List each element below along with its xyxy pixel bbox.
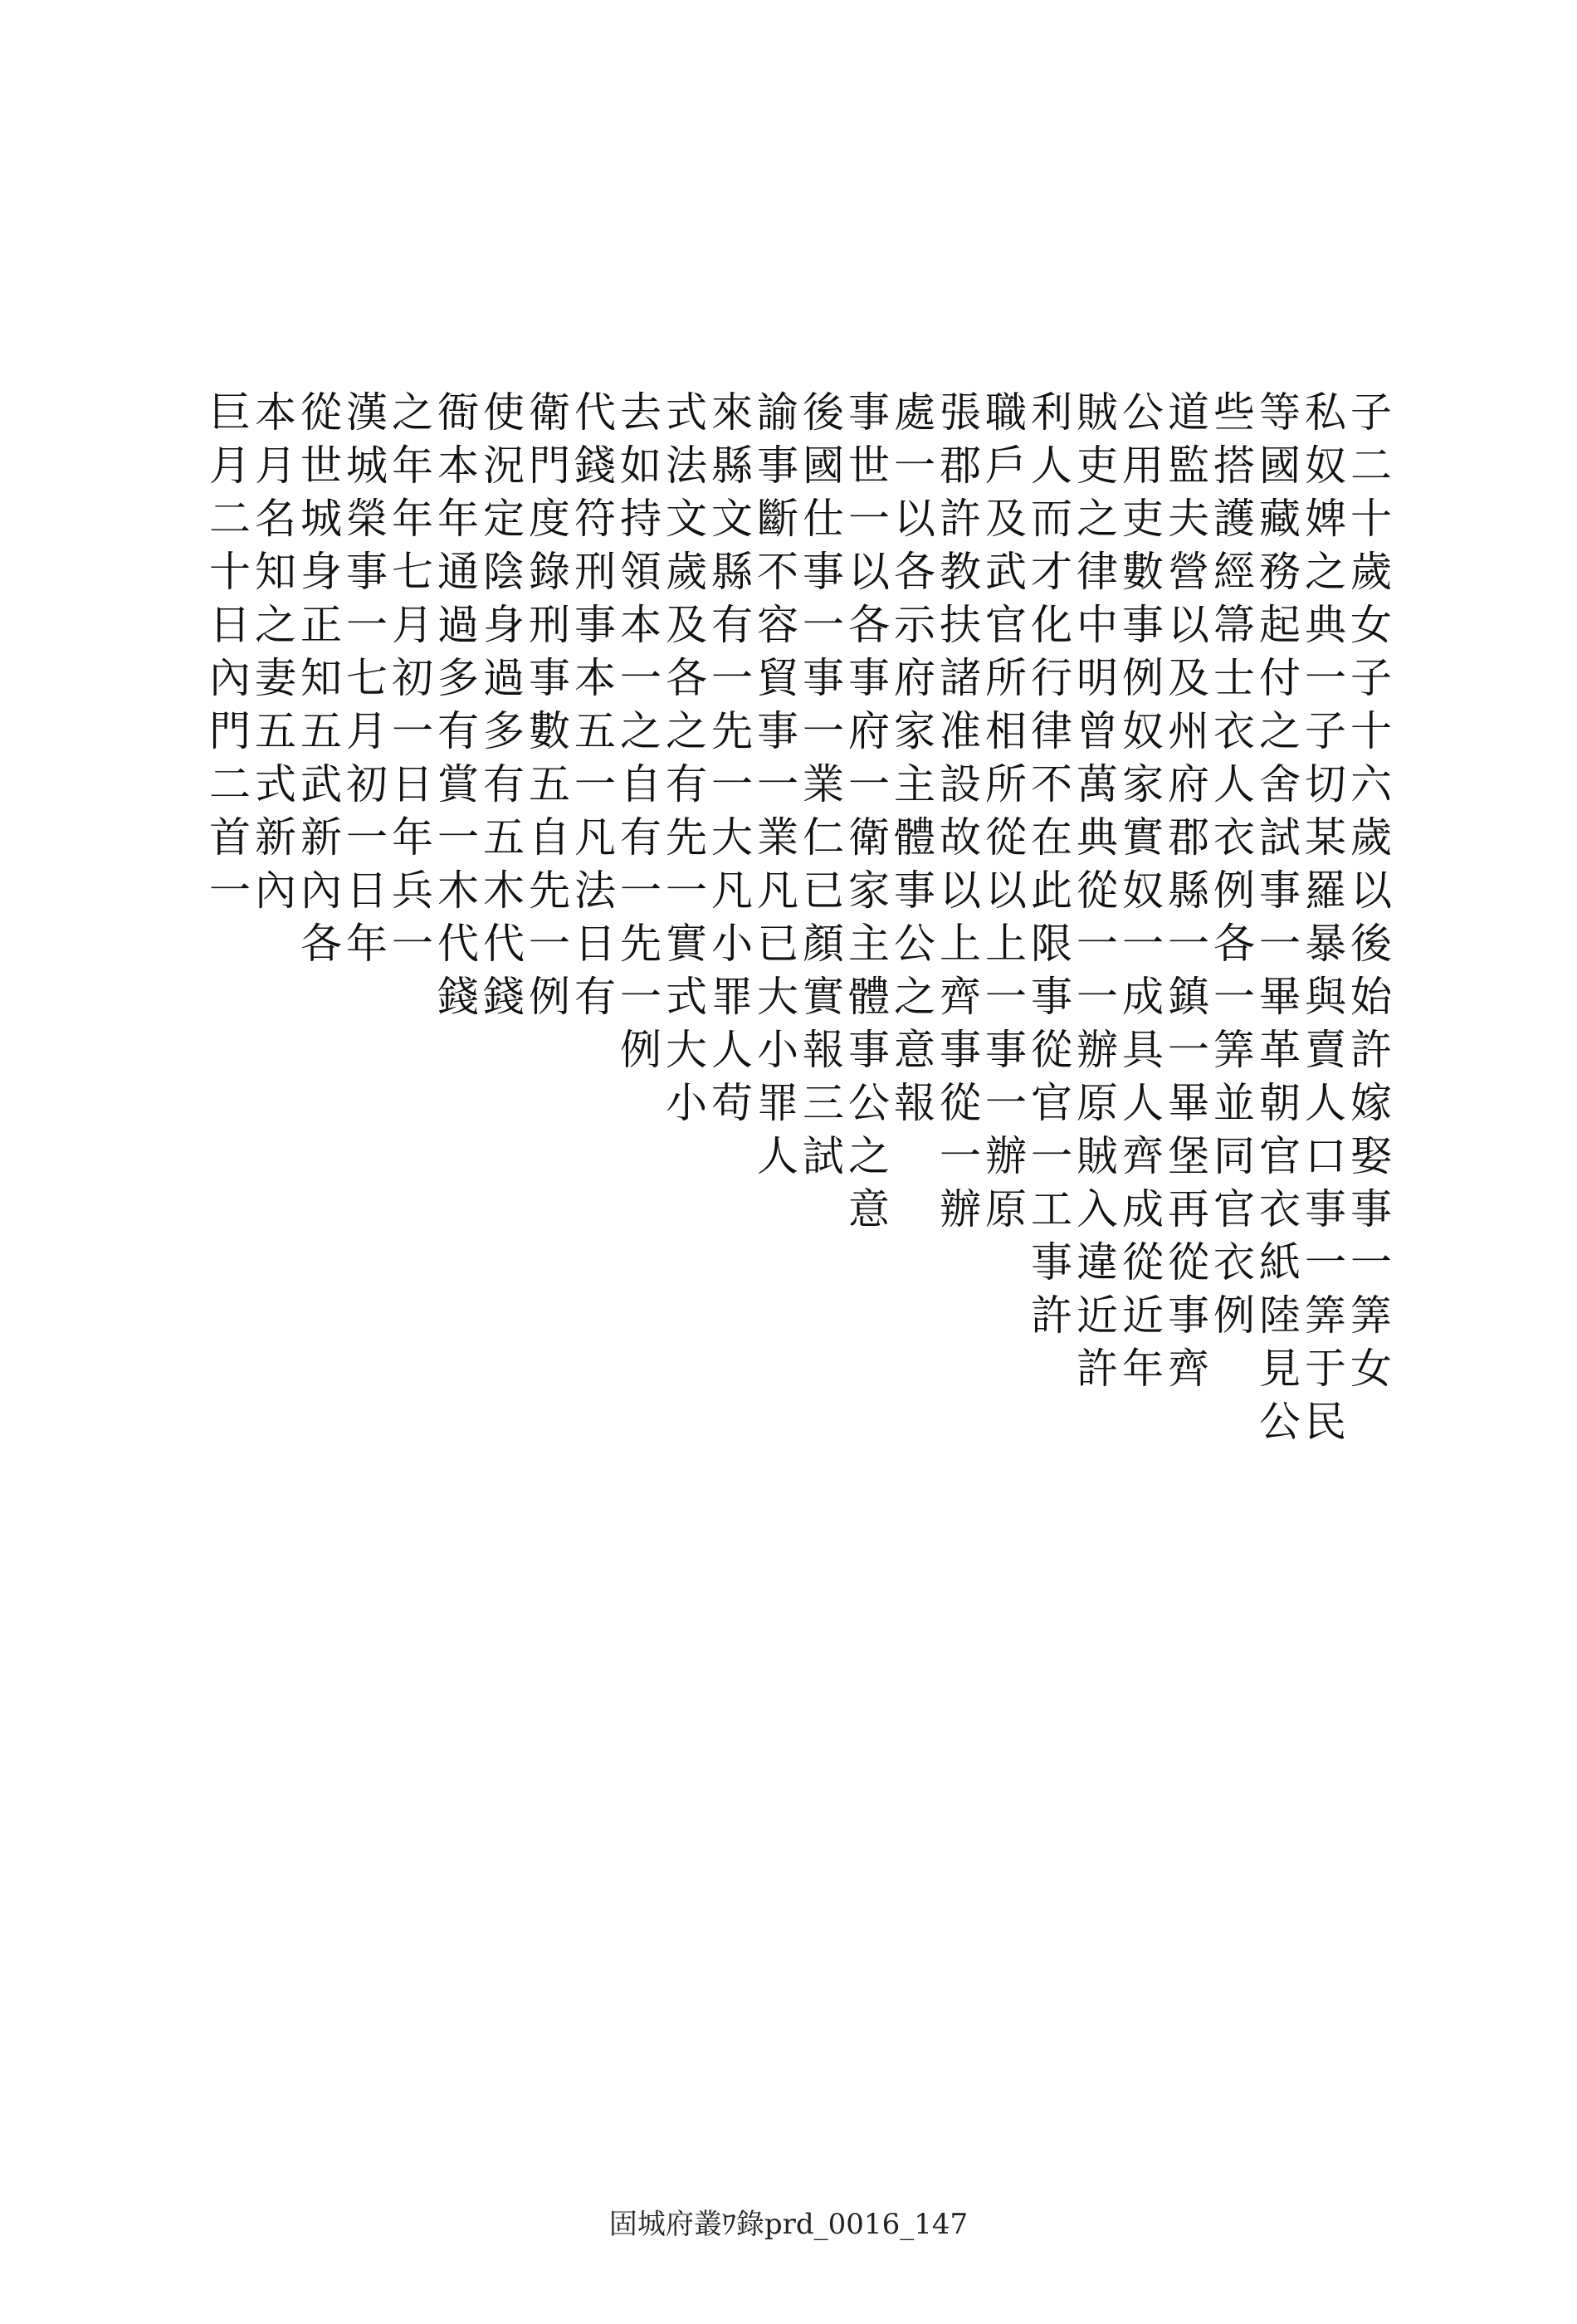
text-column: 之年年七月初一日年兵一 — [385, 390, 433, 974]
text-column: 代錢符刑事本五一凡法日有 — [568, 390, 616, 1028]
text-column: 衙本年通過多有賞一木代錢 — [431, 390, 479, 1028]
text-column: 事世一以各事府一衛家主體事公之意 — [842, 390, 890, 1240]
text-column: 去如持領本一之自有一先一例 — [613, 390, 662, 1081]
text-column: 利人而才化行律不在此限事從官一工事許 — [1024, 390, 1072, 1346]
text-column: 賊吏之律中明曾萬典從一一辦原賊入違近許 — [1070, 390, 1118, 1399]
text-column: 等國藏務起付之舍試事一畢革朝官衣紙陸見公 — [1252, 390, 1301, 1452]
text-column: 諭事斷不容貿事一業凡已大小罪人 — [750, 390, 798, 1187]
text-column: 職戶及武官所相所從以上一事一辦原 — [979, 390, 1027, 1240]
text-column: 張郡許教扶諸准設故以上齊事從一辦 — [933, 390, 981, 1240]
text-column: 公用吏數事例奴家實奴一成具人齊成從近年 — [1116, 390, 1164, 1399]
text-column: 私奴婢之典一子切某羅暴與賣人口事一筭于民 — [1298, 390, 1346, 1452]
page-caption: 固城府叢ﾜ錄prd_0016_147 — [608, 2208, 969, 2241]
text-column: 使況定陰身過多有五木代錢 — [476, 390, 525, 1028]
text-column: 漢城榮事一七月初一日年 — [339, 390, 388, 974]
text-column: 來縣文縣有一先一大凡小罪人苟 — [705, 390, 753, 1134]
manuscript-text-block — [199, 390, 1394, 2083]
text-column: 後國仕事一事一業仁已顏實報三試 — [796, 390, 844, 1187]
text-column: 式法文歲及各之有先一實式大小 — [659, 390, 707, 1134]
text-column: 處一以各示府家主體事公之意報 — [887, 390, 935, 1134]
text-column: 子二十歲女子十六歲以後始許嫁娶事一筭女 — [1344, 390, 1392, 1399]
text-column: 巨月二十日內門二首一 — [203, 390, 251, 921]
text-column: 從世城身正知五武新內各 — [294, 390, 342, 974]
text-column: 道監夫營以及州府郡縣一鎮一畢堡再從事齊 — [1161, 390, 1209, 1399]
text-column: 本月名知之妻五式新內 — [248, 390, 296, 921]
text-column: 衛門度錄刑事數五自先一例 — [522, 390, 570, 1028]
text-column: 些搭護經箒士衣人衣例各一筭並同官衣例 — [1207, 390, 1255, 1346]
